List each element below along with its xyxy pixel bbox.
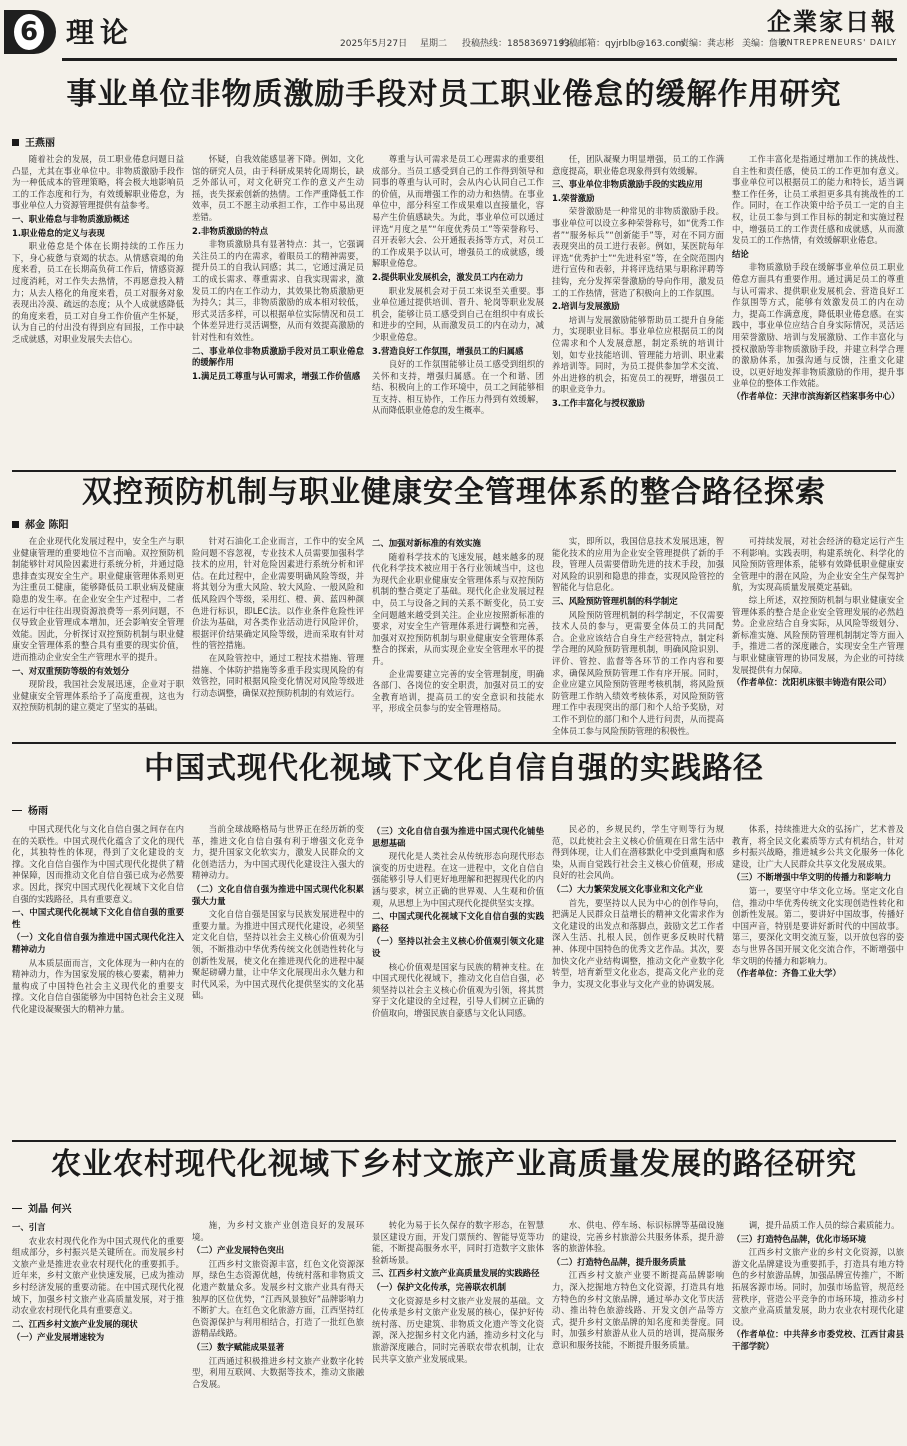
author-affiliation: （作者单位：沈阳机床银丰铸造有限公司） [732,677,892,688]
byline-marker [12,1208,22,1209]
article-column [732,154,904,470]
body-paragraph: 文化自信自强是国家与民族发展进程中的重要力量。为推进中国式现代化建设，必须坚定文化自信，坚持以社会主义核心价值观为引领，不断推动中华优秀传统文化创造性转化与创新性发展，使文化在推进现代化的进程中凝聚起磅礴力量，让中华文化展现出永久魅力和时代风采，为中国式现代化提供坚实的文化基础。 [192,909,364,1001]
author-affiliation: （作者单位：中共萍乡市委党校、江西甘肃县干部学院） [732,1329,904,1351]
editor-credit: 责编：龚志彬 [680,39,735,49]
newspaper-masthead: 企業家日報 [767,7,897,36]
body-paragraph: 良好的工作氛围能够让员工感受到组织的关怀和支持，增强归属感。在一个和谐、团结、积极向上的工作环境中，员工之间能够相互支持、相互协作，工作压力得到有效缓解，从而降低职业倦怠的发生概率。 [372,359,544,416]
byline-author: 刘晶 何兴 [28,1204,72,1215]
issue-date: 2025年5月27日 [340,39,408,49]
section-subheading: 二、加强对新标准的有效实施 [372,538,481,548]
body-paragraph: 在企业现代化发展过程中，安全生产与职业健康管理的重要地位不言而喻。双控预防机制能够针对风险因素进行系统分析，并通过隐患排查实现安全生产。职业健康管理体系则更为注重员工健康，能够降低员工职业病及健康隐患的发生率。在企业安全生产过程中，二者在运行中往往出现资源浪费等一系列问题，不仅导致企业管理成本增加，还会影响安全管理效能。因此，分析探讨双控预防机制与职业健康安全管理体系的整合具有重要的现实价值，进而推动企业安全生产管理水平的提升。 [12,536,184,662]
newspaper-masthead-en: ENTREPRENEURS' DAILY [780,38,897,47]
body-paragraph: 实，即所以，我国信息技术发展迅速，智能化技术的应用为企业安全管理提供了新的手段，管理人员需要借助先进的技术手段，加强对风险的识别和隐患的排查，实现风险管控的智能化与信息化。 [552,536,724,593]
section-subheading: （一）文化自信自强为推进中国式现代化注入精神动力 [12,932,184,954]
section-subheading: 1.职业倦怠的定义与表现 [12,227,105,238]
body-paragraph: 体系，持续推进大众的弘扬广，艺术普及教育，将全民文化素质等方式有机结合，针对乡村振兴战略，推进城乡公共文化服务一体化建设，让广大人民群众共享文化发展成果。 [732,824,904,869]
byline-marker [12,810,22,811]
article-divider [12,1140,896,1142]
body-paragraph: 随着社会的发展，员工职业倦怠问题日益凸显，尤其在事业单位中。非物质激励手段作为一种低成本的管理策略，将会极大地影响员工的工作态度和行为，有效缓解职业倦怠，为事业单位人力资源管理提供有益参考。 [12,154,184,211]
body-paragraph: 现阶段，我国社会发展迅速，企业对于职业健康安全管理体系给予了高度重视，这也为双控预防机制的建立奠定了坚实的基础。 [12,679,184,713]
article-column [732,1220,904,1442]
byline-author: 杨雨 [28,806,48,817]
article-column [372,1220,544,1442]
section-subheading: （三）文化自信自强为推进中国式现代化铺垫思想基础 [372,826,544,848]
body-paragraph: 从本质层面而言，文化体现为一种内在的精神动力，作为国家发展的核心要素，精神力量构成了中国特色社会主义现代化的重要支撑。文化自信自强能够为中国特色社会主义现代化建设凝聚强大的精神力量。 [12,957,184,1014]
page-number-badge [4,10,56,54]
issue-weekday: 星期二 [420,39,448,49]
body-paragraph: 现代化是人类社会从传统形态向现代形态演变的历史进程。在这一进程中，文化自信自强能够引导人们更好地理解和把握现代化的内涵与要求，树立正确的世界观、人生观和价值观，从思想上为中国式现代化提供坚实支撑。 [372,851,544,908]
section-subheading: 三、事业单位非物质激励手段的实践应用 [552,179,703,190]
body-paragraph: 民必的，乡规民约，学生守则等行为规范，以此使社会主义核心价值观在日常生活中得到体现，让人们在潜移默化中受到熏陶和感染，从而自觉践行社会主义核心价值观，形成良好的社会风尚。 [552,824,724,881]
section-subheading: 2.培训与发展激励 [552,301,620,312]
article-headline[interactable]: 事业单位非物质激励手段对员工职业倦怠的缓解作用研究 [66,77,842,112]
article-column [372,824,544,1138]
body-paragraph: 在风险管控中，通过工程技术措施、管理措施、个体防护措施等多重手段实现风险的有效管控，同时根据风险变化情况对风险等级进行动态调整，确保双控预防机制的有效运行。 [192,652,364,698]
article-headline[interactable]: 双控预防机制与职业健康安全管理体系的整合路径探索 [82,475,826,510]
body-paragraph: 职业倦怠是个体在长期持续的工作压力下，身心疲惫与衰竭的状态。从情感衰竭的角度来看，员工在长期高负荷工作后，情感资源过度消耗，对工作失去热情，不再愿意投入精力；从去人格化的角度来看，员工对服务对象表现出冷漠、疏远的态度；从个人成就感降低的角度来看，员工对自身工作价值产生怀疑，认为自己的付出没有得到应有回报，工作中缺乏成就感，对职业发展失去信心。 [12,241,184,344]
body-paragraph: 农业农村现代化作为中国式现代化的重要组成部分，乡村振兴是关键所在。而发展乡村文旅产业是推进农业农村现代化的重要抓手。近年来，乡村文旅产业快速发展，已成为推动乡村经济发展的重要动能。在中国式现代化视域下，加强乡村文旅产业高质量发展，对于推动农业农村现代化具有重要意义。 [12,1235,184,1316]
section-subheading: （三）数字赋能成果显著 [192,1341,285,1352]
section-subheading: （一）坚持以社会主义核心价值观引领文化建设 [372,936,544,958]
author-affiliation: （作者单位：天津市滨海新区档案事务中心） [732,390,900,401]
article-divider [12,470,896,472]
article-headline[interactable]: 农业农村现代化视域下乡村文旅产业高质量发展的路径研究 [51,1147,857,1182]
article-byline [12,138,55,150]
article-column [192,536,364,736]
section-subheading: 二、中国式现代化视域下文化自信自强的实践路径 [372,911,544,933]
section-subheading: （一）保护文化传承，完善联农机制 [372,1281,506,1292]
section-subheading: 一、中国式现代化视域下文化自信自强的重要性 [12,907,184,929]
section-subheading: 3.工作丰富化与授权激励 [552,397,645,408]
body-paragraph: 水、供电、停车场、标识标牌等基础设施的建设，完善乡村旅游公共服务体系，提升游客的旅游体验。 [552,1220,724,1254]
section-subheading: 2.提供职业发展机会，激发员工内在动力 [372,271,524,282]
section-subheading: 一、引言 [12,1222,46,1232]
article-column [552,536,724,736]
body-paragraph: 怀疑，自我效能感显著下降。例如，文化馆的研究人员，由于科研成果转化周期长，缺乏外部认可，对文化研究工作的意义产生动摇，丧失探索创新的热情。工作严重降低工作效率，员工不愿主动承担工作，工作中易出现差错。 [192,154,364,222]
page-number: 6 [14,14,44,50]
body-paragraph: 任，团队凝聚力明显增强，员工的工作满意度提高，职业倦怠现象得到有效缓解。 [552,154,724,176]
article-column [552,154,724,470]
section-subheading: 1.荣誉激励 [552,192,595,203]
section-subheading: （二）文化自信自强为推进中国式现代化积累强大力量 [192,883,364,906]
section-subheading: （二）大力繁荣发展文化事业和文化产业 [552,883,703,894]
body-paragraph: 职业发展机会对于员工来说至关重要。事业单位通过提供培训、晋升、轮岗等职业发展机会，能够让员工感受到自己在组织中有成长和进步的空间，从而激发员工的内在动力，减少职业倦怠。 [372,285,544,342]
body-paragraph: 综上所述，双控预防机制与职业健康安全管理体系的整合是企业安全管理发展的必然趋势。企业应结合自身实际，从风险等级划分、新标准实施、风险预防管理机制制定等方面入手，推进二者的深度融合，实现安全生产管理与职业健康管理的协同发展，为企业的可持续发展提供有力保障。 [732,594,904,675]
article-byline [12,806,48,818]
body-paragraph: 荣誉激励是一种常见的非物质激励手段。事业单位可以设立多种荣誉称号，如“优秀工作者”“服务标兵”“创新能手”等，对在不同方面表现突出的员工进行表彰。例如，某医院每年评选“优秀护士”“先进科室”等，在全院范围内进行宣传和表彰，并将评选结果与职称评聘等挂钩，充分发挥荣誉激励的导向作用，激发员工的工作热情，营造了积极向上的工作氛围。 [552,206,724,298]
body-paragraph: 施，为乡村文旅产业创造良好的发展环境。 [192,1220,364,1242]
body-paragraph: 尊重与认可需求是员工心理需求的重要组成部分。当员工感受到自己的工作得到领导和同事的尊重与认可时，会从内心认同自己工作的价值，从而增强工作的动力和热情。在事业单位中，部分科室工作成果难以直接量化，容易产生价值感缺失。为此，事业单位可以通过评选“月度之星”“年度优秀员工”等荣誉称号、召开表彰大会、公开通报表扬等方式，对员工的工作成果予以认可，增强员工的成就感，缓解职业倦怠。 [372,154,544,269]
body-paragraph: 江西乡村文旅资源丰富，红色文化资源深厚，绿色生态资源优越，传统村落和非物质文化遗产数量众多。发展乡村文旅产业具有得天独厚的区位优势，“江西风景独好”品牌影响力不断扩大。在红色文化旅游方面，江西坚持红色资源保护与利用相结合，打造了一批红色旅游精品线路。 [192,1258,364,1339]
body-paragraph: 非物质激励手段在缓解事业单位员工职业倦怠方面具有重要作用。通过满足员工的尊重与认可需求、提供职业发展机会、营造良好工作氛围等方式，能够有效激发员工的内在动力，提高工作满意度，降低职业倦怠感。在实践中，事业单位应结合自身实际情况，灵活运用荣誉激励、培训与发展激励、工作丰富化与授权激励等非物质激励手段，并建立科学合理的激励体系，加强沟通与反馈，注重文化建设，以更好地发挥非物质激励的作用，提升事业单位的整体工作效能。 [732,262,904,389]
section-subheading: 二、事业单位非物质激励手段对员工职业倦怠的缓解作用 [192,345,364,368]
article-columns [12,1220,904,1442]
article-column [372,154,544,470]
body-paragraph: 核心价值观是国家与民族的精神支柱。在中国式现代化视域下，推动文化自信自强，必须坚持以社会主义核心价值观为引领，将其贯穿于文化建设的全过程，引导人们树立正确的价值取向，增强民族自豪感与文化认同感。 [372,961,544,1018]
section-subheading: （一）产业发展增速较为 [12,1332,105,1343]
article-column [372,536,544,736]
section-title: 理论 [66,16,135,49]
section-subheading: 2.非物质激励的特点 [192,225,269,236]
article-column [732,824,904,1138]
section-subheading: 3.营造良好工作氛围，增强员工的归属感 [372,345,524,356]
section-subheading: （三）打造特色品牌，优化市场环境 [732,1233,866,1244]
body-paragraph: 江西乡村文旅产业的乡村文化资源，以旅游文化品牌建设为重要抓手，打造具有地方特色的乡村旅游品牌，加强品牌宣传推广，不断拓展客源市场。同时，加强市场监管，规范经营秩序，营造公平竞争的市场环境，推动乡村文旅产业高质量发展，助力农业农村现代化建设。 [732,1247,904,1327]
article-column [12,1220,184,1442]
article-columns [12,154,904,470]
body-paragraph: 调，提升品质工作人员的综合素质能力。 [748,1220,900,1230]
article-column [732,536,904,736]
body-paragraph: 首先，要坚持以人民为中心的创作导向，把满足人民群众日益增长的精神文化需求作为文化建设的出发点和落脚点，鼓励文艺工作者深入生活、扎根人民，创作更多反映时代精神、体现中国特色的优秀文艺作品。其次，要加快文化产业结构调整，推动文化产业数字化转型，培育新型文化业态，提高文化产业的竞争力，实现文化事业与文化产业的协调发展。 [552,897,724,989]
byline-author: 郝金 陈阳 [25,520,69,531]
body-paragraph: 当前全球战略格局与世界正在经历新的变革，推进文化自信自强有利于增强文化竞争力，提升国家文化软实力，激发人民群众的文化创造活力，为中国式现代化建设注入强大的精神动力。 [192,824,364,881]
submission-email[interactable]: 约稿邮箱：qyjrblb@163.com [560,39,685,49]
body-paragraph: 培训与发展激励能够帮助员工提升自身能力，实现职业目标。事业单位应根据员工的岗位需求和个人发展意愿，制定系统的培训计划，如专业技能培训、管理能力培训、职业素养培训等。同时，为员工提供参加学术交流、外出进修的机会，拓宽员工的视野，增强员工的职业竞争力。 [552,314,724,395]
body-paragraph: 工作丰富化是指通过增加工作的挑战性、自主性和责任感，使员工的工作更加有意义。事业单位可以根据员工的能力和特长，适当调整工作任务，让员工承担更多具有挑战性的工作。同时，在工作决策中给予员工一定的自主权，让员工参与到工作目标的制定和实施过程中，增强员工的工作责任感和成就感，从而激发员工的工作热情，有效缓解职业倦怠。 [732,154,904,246]
article-column [552,1220,724,1442]
body-paragraph: 随着科学技术的飞速发展，越来越多的现代化科学技术被应用于各行业领域当中，这也为现代企业职业健康安全管理体系与双控预防机制的整合奠定了基础。现代化企业发展过程中，员工与设备之间的关系不断变化，员工安全问题越来越受到关注。企业应按照新标准的要求，对安全生产管理体系进行调整和完善，加强对双控预防机制与职业健康安全管理体系整合的探索，从而实现企业安全管理水平的提升。 [372,551,544,666]
section-subheading: 二、江西乡村文旅产业发展的现状 [12,1318,138,1329]
section-subheading: 结论 [732,248,749,259]
article-headline[interactable]: 中国式现代化视域下文化自信自强的实践路径 [144,751,764,786]
article-columns [12,536,904,736]
header-rule [62,58,897,61]
body-paragraph: 江西通过积极推进乡村文旅产业数字化转型，利用互联网、大数据等技术，推动文旅融合发展。 [192,1355,364,1389]
byline-marker [12,139,19,146]
page-header [0,0,907,66]
byline-author: 王燕丽 [25,138,55,149]
article [12,76,904,416]
submission-hotline: 投稿热线：18583697193 [462,39,570,49]
article-column [12,824,184,1138]
byline-marker [12,521,19,528]
section-subheading: 一、职业倦怠与非物质激励概述 [12,213,130,224]
body-paragraph: 可持续发展，对社会经济的稳定运行产生不利影响。实践表明，构建系统化、科学化的风险预防管理体系，能够有效降低职业健康安全管理中的潜在风险，为企业安全生产保驾护航，为实现高质量发展奠定基础。 [732,536,904,593]
article-column [552,824,724,1138]
designer-credit: 美编：詹敏 [742,39,788,49]
section-subheading: 三、江西乡村文旅产业高质量发展的实践路径 [372,1268,540,1279]
body-paragraph: 第一，要坚守中华文化立场。坚定文化自信，推动中华优秀传统文化实现创造性转化和创新性发展。第二，要讲好中国故事，传播好中国声音，特别是要讲好新时代的中国故事。第三，要深化文明交流互鉴，以开放包容的姿态与世界各国开展文化交流合作，不断增强中华文明的传播力和影响力。 [732,885,904,966]
article-divider [12,742,896,744]
article-column [12,154,184,470]
section-subheading: （二）产业发展特色突出 [192,1245,285,1256]
article-columns [12,824,904,1138]
article-column [192,824,364,1138]
author-affiliation: （作者单位：齐鲁工业大学） [732,968,841,979]
article-column [192,1220,364,1442]
body-paragraph: 非物质激励具有显著特点：其一，它强调关注员工的内在需求，着眼员工的精神需要，提升员工的自我认同感；其二，它通过满足员工的成长需求、尊重需求、自我实现需求，激发员工的内在工作动力，其效果比物质激励更为持久；其三，非物质激励的成本相对较低，形式灵活多样，可以根据单位实际情况和员工个体差异进行灵活调整，从而有效提高激励的针对性和有效性。 [192,239,364,342]
article-column [12,536,184,736]
article-column [192,154,364,470]
section-subheading: 三、风险预防管理机制的科学制定 [552,595,678,606]
section-subheading: （三）不断增强中华文明的传播力和影响力 [732,872,892,883]
body-paragraph: 江西乡村文旅产业要不断提高品牌影响力，深入挖掘地方特色文化资源，打造具有地方特色的乡村文旅品牌，通过举办文化节庆活动、推出特色旅游线路、开发文创产品等方式，提升乡村文旅品牌的知名度和美誉度。同时，加强乡村旅游从业人员的培训，提高服务意识和服务技能，不断提升服务质量。 [552,1270,724,1350]
body-paragraph: 文化资源是乡村文旅产业发展的基础。文化传承是乡村文旅产业发展的核心，保护好传统村落、历史建筑、非物质文化遗产等文化资源，深入挖掘乡村文化内涵，推动乡村文化与旅游深度融合，同时完善联农带农机制，让农民共享文旅产业发展成果。 [372,1295,544,1364]
body-paragraph: 风险预防管理机制的科学制定，不仅需要技术人员的参与，更需要全体员工的共同配合。企业应该结合自身生产经营特点，制定科学合理的风险预防管理机制，明确风险识别、评价、管控、监督等各环节的工作内容和要求，确保风险预防管理工作有序开展。同时，企业应建立风险预防管理考核机制，将风险预防管理工作纳入绩效考核体系，对风险预防管理工作中表现突出的部门和个人给予奖励，对工作不到位的部门和个人进行问责，从而提高全体员工参与风险预防管理的积极性。 [552,609,724,736]
section-subheading: （二）打造特色品牌，提升服务质量 [552,1256,686,1267]
body-paragraph: 针对石油化工企业而言，工作中的安全风险问题不容忽视，专业技术人员需要加强科学技术的应用，针对危险因素进行系统分析和评估。在此过程中，企业需要明确风险等级，并将其划分为重大风险、较大风险、一般风险和低风险四个等级，采用红、橙、黄、蓝四种颜色进行标识，即LEC法。以作业条件危险性评价法为基础，对各类作业活动进行风险评价，根据评价结果确定风险等级，进而采取有针对性的管控措施。 [192,536,364,651]
body-paragraph: 转化为易于长久保存的数字形态，在智慧景区建设方面，开发门票预约、智能导览等功能，不断提高服务水平，同时打造数字文旅体验新场景。 [372,1220,544,1265]
article-byline [12,520,68,532]
body-paragraph: 中国式现代化与文化自信自强之间存在内在的关联性。中国式现代化蕴含了文化的现代化，其独特性的体现，得到了文化建设的支撑。文化自信自强作为中国式现代化提供了精神保障，因而推动文化自信自强已成为必然要求。因此，探究中国式现代化视域下文化自信自强的实践路径，具有重要意义。 [12,824,184,904]
body-paragraph: 企业需要建立完善的安全管理制度，明确各部门、各岗位的安全职责，加强对员工的安全教育培训，提高员工的安全意识和技能水平，形成全员参与的安全管理格局。 [372,668,544,714]
section-subheading: 一、对双重预防等级的有效划分 [12,665,130,676]
article-byline [12,1204,71,1216]
section-subheading: 1.满足员工尊重与认可需求，增强工作价值感 [192,370,361,381]
